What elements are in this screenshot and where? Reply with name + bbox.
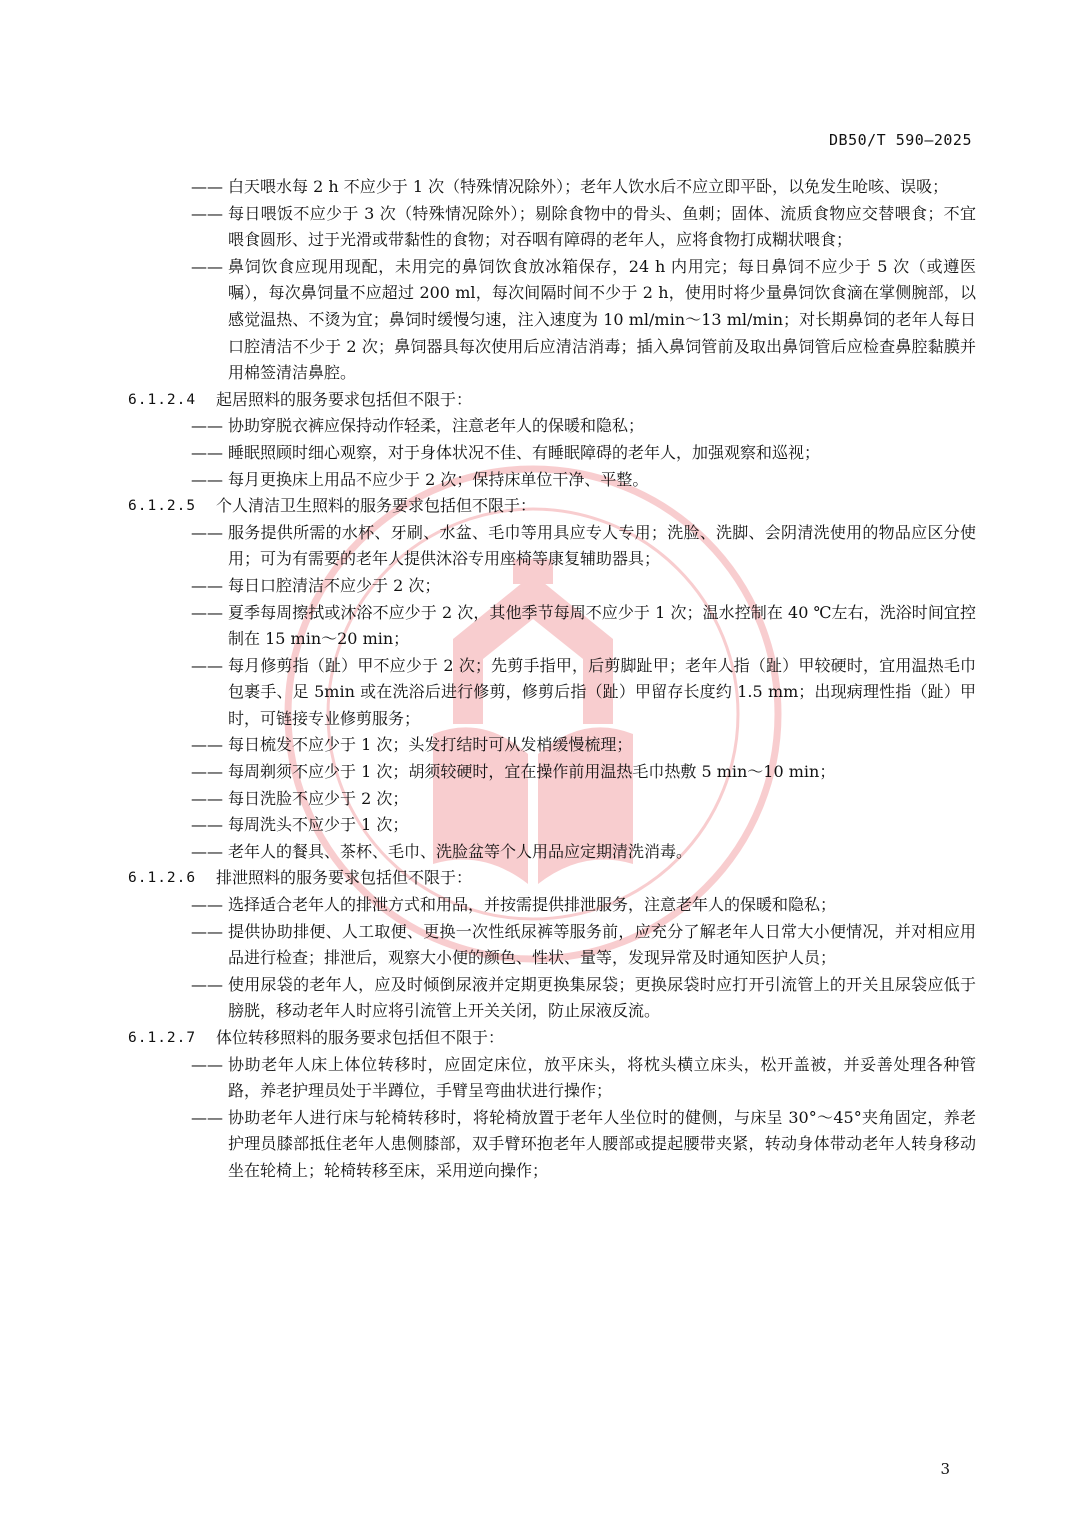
list-item: —— 每日梳发不应少于 1 次；头发打结时可从发梢缓慢梳理； [128, 732, 976, 759]
list-item: —— 每月更换床上用品不应少于 2 次；保持床单位干净、平整。 [128, 467, 976, 494]
list-item: —— 协助穿脱衣裤应保持动作轻柔，注意老年人的保暖和隐私； [128, 413, 976, 440]
list-item: —— 夏季每周擦拭或沐浴不应少于 2 次，其他季节每周不应少于 1 次；温水控制在 40 ℃左右，洗浴时间宜控制在 15 min～20 min； [128, 600, 976, 653]
list-item: —— 睡眠照顾时细心观察，对于身体状况不佳、有睡眠障碍的老年人，加强观察和巡视； [128, 440, 976, 467]
clause-title: 起居照料的服务要求包括但不限于： [216, 389, 473, 409]
clause-number: 6.1.2.7 [128, 1030, 197, 1046]
clause-heading [128, 865, 976, 892]
list-item: —— 服务提供所需的水杯、牙刷、水盆、毛巾等用具应专人专用；洗脸、洗脚、会阴清洗使用的物品应区分使用；可为有需要的老年人提供沐浴专用座椅等康复辅助器具； [128, 520, 976, 573]
list-item: —— 选择适合老年人的排泄方式和用品，并按需提供排泄服务，注意老年人的保暖和隐私； [128, 892, 976, 919]
list-item: —— 提供协助排便、人工取便、更换一次性纸尿裤等服务前，应充分了解老年人日常大小便情况，并对相应用品进行检查；排泄后，观察大小便的颜色、性状、量等，发现异常及时通知医护人员； [128, 919, 976, 972]
list-item: —— 协助老年人进行床与轮椅转移时，将轮椅放置于老年人坐位时的健侧，与床呈 30°～45°夹角固定，养老护理员膝部抵住老年人患侧膝部，双手臂环抱老年人腰部或提起腰带夹紧，转动身体带动老年人转身移动坐在轮椅上；轮椅转移至床，采用逆向操作； [128, 1105, 976, 1185]
list-item: —— 每日洗脸不应少于 2 次； [128, 786, 976, 813]
list-item: —— 协助老年人床上体位转移时，应固定床位，放平床头，将枕头横立床头，松开盖被，并妥善处理各种管路，养老护理员处于半蹲位，手臂呈弯曲状进行操作； [128, 1052, 976, 1105]
list-item: —— 每日口腔清洁不应少于 2 次； [128, 573, 976, 600]
clause-title: 排泄照料的服务要求包括但不限于： [216, 868, 473, 888]
list-item: —— 使用尿袋的老年人，应及时倾倒尿液并定期更换集尿袋；更换尿袋时应打开引流管上的开关且尿袋应低于膀胱，移动老年人时应将引流管上开关关闭，防止尿液反流。 [128, 972, 976, 1025]
page-number: 3 [940, 1460, 950, 1478]
clause-number: 6.1.2.5 [128, 498, 197, 515]
list-item: —— 每月修剪指（趾）甲不应少于 2 次；先剪手指甲，后剪脚趾甲；老年人指（趾）甲较硬时，宜用温热毛巾包裹手、足 5min 或在洗浴后进行修剪，修剪后指（趾）甲留存长度约 1.5 mm；出现病理性指（趾）甲时，可链接专业修剪服务； [128, 653, 976, 733]
list-item: —— 每周剃须不应少于 1 次；胡须较硬时，宜在操作前用温热毛巾热敷 5 min～10 min； [128, 759, 976, 786]
document-body [128, 174, 976, 1185]
clause-title: 体位转移照料的服务要求包括但不限于： [216, 1028, 505, 1047]
clause-title: 个人清洁卫生照料的服务要求包括但不限于： [216, 496, 537, 516]
standard-number-header: DB50/T 590—2025 [829, 131, 972, 149]
list-item: —— 老年人的餐具、茶杯、毛巾、洗脸盆等个人用品应定期清洗消毒。 [128, 839, 976, 866]
list-item: —— 每日喂饭不应少于 3 次（特殊情况除外）；剔除食物中的骨头、鱼刺；固体、流质食物应交替喂食；不宜喂食圆形、过于光滑或带黏性的食物；对吞咽有障碍的老年人，应将食物打成糊状喂食； [128, 201, 976, 254]
clause-number: 6.1.2.6 [128, 870, 197, 887]
list-item: —— 白天喂水每 2 h 不应少于 1 次（特殊情况除外）；老年人饮水后不应立即平卧，以免发生呛咳、误吸； [128, 174, 976, 201]
list-item: —— 鼻饲饮食应现用现配，未用完的鼻饲饮食放冰箱保存，24 h 内用完；每日鼻饲不应少于 5 次（或遵医嘱），每次鼻饲量不应超过 200 ml，每次间隔时间不少于 2 h，使用时将少量鼻饲饮食滴在掌侧腕部，以感觉温热、不烫为宜；鼻饲时缓慢匀速，注入速度为 10 ml/min～13 ml/min；对长期鼻饲的老年人每日口腔清洁不少于 2 次；鼻饲器具每次使用后应清洁消毒；插入鼻饲管前及取出鼻饲管后应检查鼻腔黏膜并用棉签清洁鼻腔。 [128, 254, 976, 387]
list-item: —— 每周洗头不应少于 1 次； [128, 812, 976, 839]
clause-heading [128, 387, 976, 414]
clause-heading [128, 1025, 976, 1052]
clause-number: 6.1.2.4 [128, 391, 197, 408]
clause-heading [128, 493, 976, 520]
